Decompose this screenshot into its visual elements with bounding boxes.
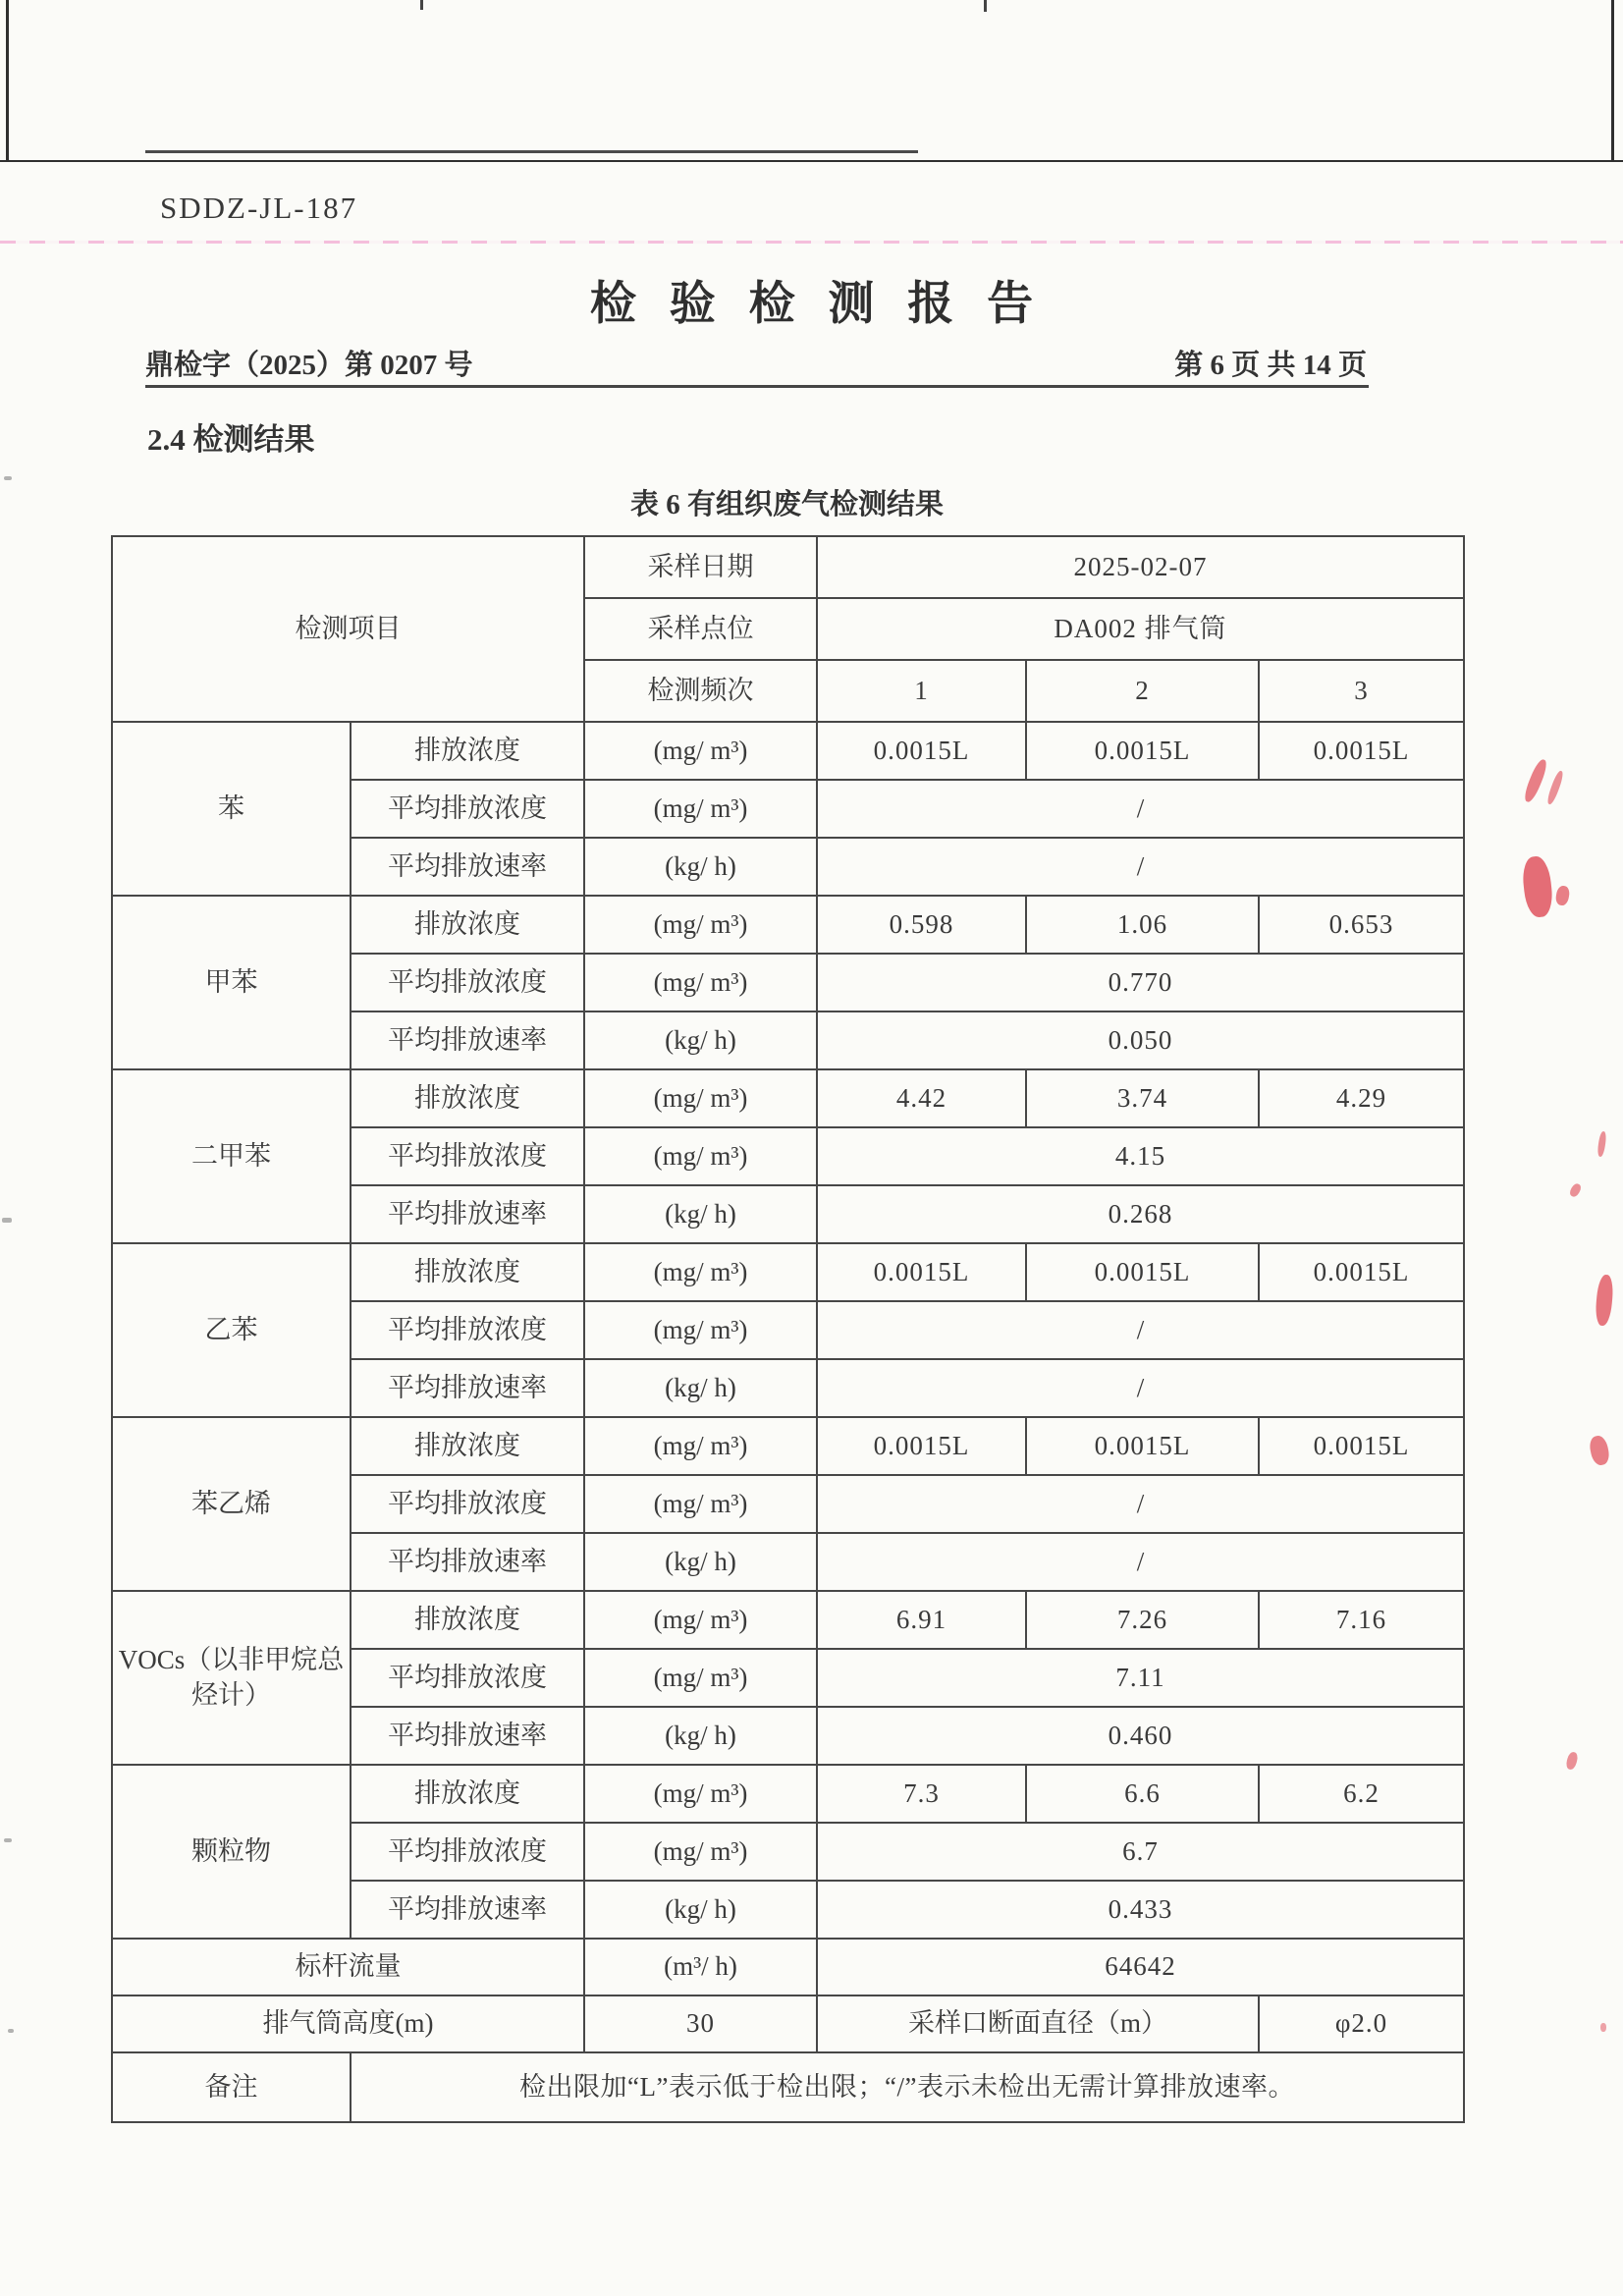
header-value-cell: 2025-02-07	[817, 536, 1464, 598]
item-name-cell: 颗粒物	[112, 1765, 351, 1939]
form-code: SDDZ-JL-187	[160, 191, 358, 225]
value-cell: 7.16	[1259, 1591, 1464, 1649]
table-caption: 表 6 有组织废气检测结果	[629, 489, 944, 520]
value-cell: 7.26	[1026, 1591, 1259, 1649]
sub-label-cell: 平均排放速率	[351, 1359, 584, 1417]
margin-speck	[4, 476, 12, 480]
margin-speck	[2, 1218, 12, 1223]
header-value-cell: DA002 排气筒	[817, 598, 1464, 660]
sub-label-cell: 平均排放速率	[351, 1707, 584, 1765]
unit-cell: (kg/ h)	[584, 1011, 817, 1069]
avg-value-cell: 0.460	[817, 1707, 1464, 1765]
item-name-cell: 苯	[112, 722, 351, 896]
doc-info-row	[145, 343, 1367, 383]
value-cell: 0.653	[1259, 896, 1464, 954]
unit-cell: (kg/ h)	[584, 1707, 817, 1765]
unit-cell: (mg/ m³)	[584, 1127, 817, 1185]
value-cell: 0.0015L	[817, 1417, 1026, 1475]
diameter-value-cell: φ2.0	[1259, 1995, 1464, 2052]
sub-label-cell: 平均排放浓度	[351, 954, 584, 1011]
page-edge-left-line	[6, 0, 9, 162]
header-label-cell: 采样点位	[584, 598, 817, 660]
avg-value-cell: 6.7	[817, 1823, 1464, 1881]
unit-cell: (mg/ m³)	[584, 1475, 817, 1533]
value-cell: 6.6	[1026, 1765, 1259, 1823]
sub-label-cell: 平均排放速率	[351, 1185, 584, 1243]
sub-label-cell: 排放浓度	[351, 722, 584, 780]
unit-cell: (kg/ h)	[584, 838, 817, 896]
sub-label-cell: 平均排放浓度	[351, 1127, 584, 1185]
item-name-cell: VOCs（以非甲烷总烃计）	[112, 1591, 351, 1765]
avg-value-cell: /	[817, 1533, 1464, 1591]
sub-label-cell: 排放浓度	[351, 1243, 584, 1301]
scan-artifact	[1554, 885, 1570, 906]
flow-value-cell: 64642	[817, 1939, 1464, 1995]
avg-value-cell: /	[817, 780, 1464, 838]
doc-rule	[145, 385, 1369, 388]
flow-unit-cell: (m³/ h)	[584, 1939, 817, 1995]
unit-cell: (kg/ h)	[584, 1881, 817, 1939]
frequency-cell: 1	[817, 660, 1026, 722]
header-label-cell: 检测频次	[584, 660, 817, 722]
sub-label-cell: 排放浓度	[351, 1069, 584, 1127]
report-title: 检验检测报告	[589, 279, 1066, 330]
unit-cell: (mg/ m³)	[584, 1243, 817, 1301]
item-name-cell: 甲苯	[112, 896, 351, 1069]
sub-label-cell: 平均排放浓度	[351, 1475, 584, 1533]
scan-artifact	[1568, 1182, 1583, 1199]
avg-value-cell: 0.770	[817, 954, 1464, 1011]
value-cell: 0.0015L	[1259, 722, 1464, 780]
scan-tick-mark	[984, 0, 987, 12]
unit-cell: (mg/ m³)	[584, 954, 817, 1011]
header-item-cell: 检测项目	[112, 536, 584, 722]
flow-label-cell: 标杆流量	[112, 1939, 584, 1995]
value-cell: 6.2	[1259, 1765, 1464, 1823]
value-cell: 0.0015L	[817, 722, 1026, 780]
stack-height-label-cell: 排气筒高度(m)	[112, 1995, 584, 2052]
unit-cell: (mg/ m³)	[584, 1649, 817, 1707]
item-name-cell: 苯乙烯	[112, 1417, 351, 1591]
value-cell: 0.0015L	[1259, 1417, 1464, 1475]
unit-cell: (kg/ h)	[584, 1359, 817, 1417]
sub-label-cell: 排放浓度	[351, 1417, 584, 1475]
avg-value-cell: 4.15	[817, 1127, 1464, 1185]
avg-value-cell: /	[817, 838, 1464, 896]
page-edge-top-line	[0, 160, 1623, 162]
avg-value-cell: /	[817, 1301, 1464, 1359]
sub-label-cell: 平均排放速率	[351, 1011, 584, 1069]
avg-value-cell: /	[817, 1359, 1464, 1417]
value-cell: 0.0015L	[1026, 1417, 1259, 1475]
scan-artifact	[1565, 1751, 1579, 1771]
unit-cell: (mg/ m³)	[584, 1301, 817, 1359]
avg-value-cell: 0.268	[817, 1185, 1464, 1243]
margin-speck	[8, 2029, 14, 2033]
remark-label-cell: 备注	[112, 2052, 351, 2122]
unit-cell: (kg/ h)	[584, 1533, 817, 1591]
sub-label-cell: 平均排放浓度	[351, 1301, 584, 1359]
unit-cell: (mg/ m³)	[584, 1069, 817, 1127]
avg-value-cell: 7.11	[817, 1649, 1464, 1707]
stack-height-value-cell: 30	[584, 1995, 817, 2052]
sub-label-cell: 排放浓度	[351, 1765, 584, 1823]
unit-cell: (mg/ m³)	[584, 780, 817, 838]
avg-value-cell: /	[817, 1475, 1464, 1533]
scan-artifact	[1522, 757, 1549, 803]
remark-text-cell: 检出限加“L”表示低于检出限；“/”表示未检出无需计算排放速率。	[351, 2052, 1464, 2122]
header-label-cell: 采样日期	[584, 536, 817, 598]
value-cell: 0.0015L	[817, 1243, 1026, 1301]
value-cell: 1.06	[1026, 896, 1259, 954]
value-cell: 4.42	[817, 1069, 1026, 1127]
scan-artifact	[1521, 855, 1554, 919]
scanner-pink-line	[0, 241, 1623, 244]
value-cell: 0.598	[817, 896, 1026, 954]
frequency-cell: 3	[1259, 660, 1464, 722]
scan-artifact	[1545, 770, 1565, 806]
sub-label-cell: 平均排放速率	[351, 838, 584, 896]
scan-artifact	[1588, 1434, 1611, 1466]
sub-label-cell: 平均排放浓度	[351, 1823, 584, 1881]
page-edge-right-line	[1611, 0, 1614, 162]
scan-tick-mark	[420, 0, 423, 10]
unit-cell: (kg/ h)	[584, 1185, 817, 1243]
item-name-cell: 乙苯	[112, 1243, 351, 1417]
unit-cell: (mg/ m³)	[584, 1417, 817, 1475]
page-indicator: 第 6 页 共 14 页	[1174, 350, 1367, 381]
unit-cell: (mg/ m³)	[584, 1591, 817, 1649]
value-cell: 0.0015L	[1259, 1243, 1464, 1301]
header-rule	[145, 150, 918, 153]
margin-speck	[4, 1838, 12, 1842]
doc-number: 鼎检字（2025）第 0207 号	[145, 350, 473, 381]
item-name-cell: 二甲苯	[112, 1069, 351, 1243]
scan-artifact	[1595, 1274, 1614, 1326]
avg-value-cell: 0.433	[817, 1881, 1464, 1939]
unit-cell: (mg/ m³)	[584, 896, 817, 954]
sub-label-cell: 平均排放速率	[351, 1533, 584, 1591]
sub-label-cell: 平均排放浓度	[351, 780, 584, 838]
frequency-cell: 2	[1026, 660, 1259, 722]
value-cell: 4.29	[1259, 1069, 1464, 1127]
value-cell: 3.74	[1026, 1069, 1259, 1127]
sub-label-cell: 排放浓度	[351, 896, 584, 954]
value-cell: 0.0015L	[1026, 722, 1259, 780]
value-cell: 7.3	[817, 1765, 1026, 1823]
section-heading: 2.4 检测结果	[147, 422, 315, 457]
avg-value-cell: 0.050	[817, 1011, 1464, 1069]
unit-cell: (mg/ m³)	[584, 722, 817, 780]
value-cell: 0.0015L	[1026, 1243, 1259, 1301]
diameter-label-cell: 采样口断面直径（m）	[817, 1995, 1259, 2052]
scan-artifact	[1600, 2023, 1606, 2032]
scan-artifact	[1596, 1131, 1607, 1158]
unit-cell: (mg/ m³)	[584, 1765, 817, 1823]
sub-label-cell: 排放浓度	[351, 1591, 584, 1649]
sub-label-cell: 平均排放浓度	[351, 1649, 584, 1707]
results-table	[111, 535, 1465, 2123]
sub-label-cell: 平均排放速率	[351, 1881, 584, 1939]
value-cell: 6.91	[817, 1591, 1026, 1649]
unit-cell: (mg/ m³)	[584, 1823, 817, 1881]
